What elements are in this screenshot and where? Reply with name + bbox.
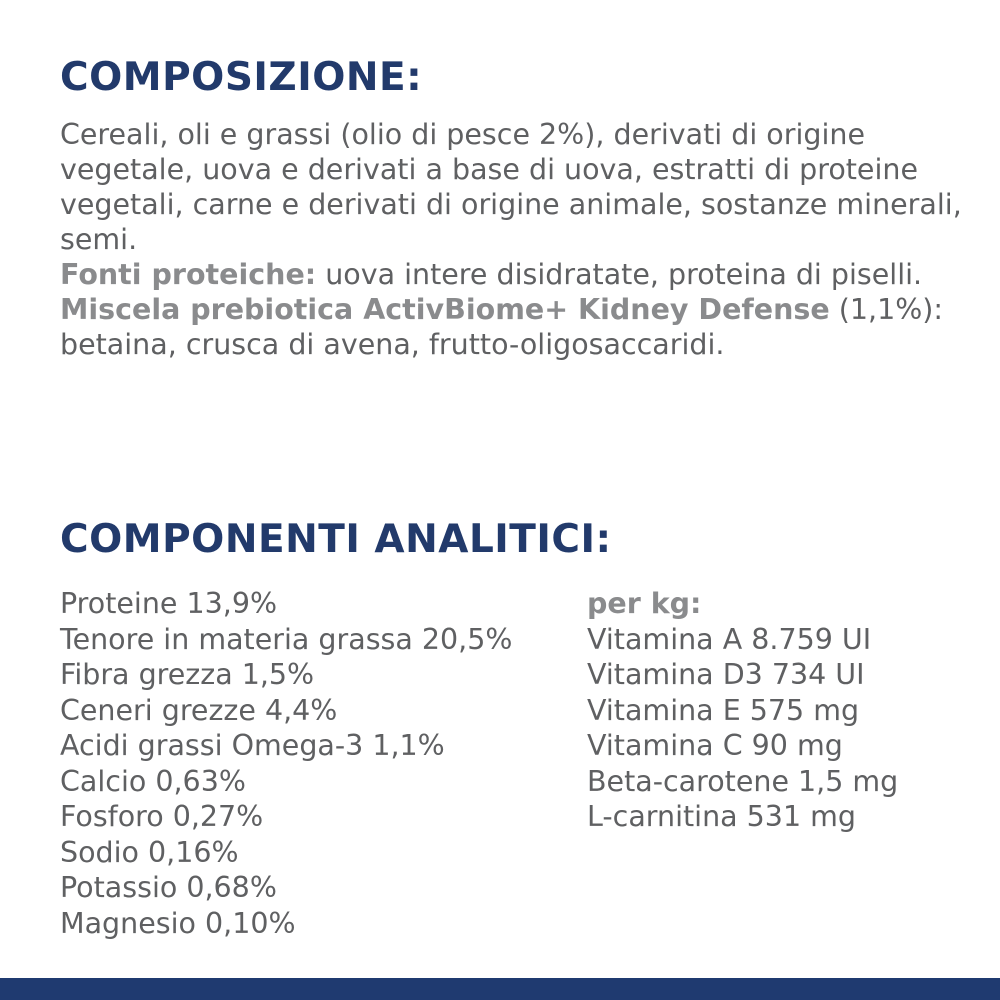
- composition-heading: COMPOSIZIONE:: [60, 55, 423, 100]
- analytical-constituents-list: [60, 586, 512, 941]
- per-kg-item: Vitamina D3 734 UI: [587, 658, 865, 691]
- constituent-item: Calcio 0,63%: [60, 764, 246, 798]
- per-kg-item: Beta-carotene 1,5 mg: [587, 764, 899, 798]
- per-kg-label: per kg:: [587, 587, 702, 620]
- prebiotic-paragraph: [60, 292, 980, 362]
- constituent-item: Fosforo 0,27%: [60, 800, 264, 833]
- constituent-item: Ceneri grezze 4,4%: [60, 693, 338, 727]
- constituent-item: Magnesio 0,10%: [60, 906, 296, 940]
- per-kg-item: Vitamina A 8.759 UI: [587, 622, 872, 656]
- constituent-item: Tenore in materia grassa 20,5%: [60, 622, 513, 656]
- analytics-heading: COMPONENTI ANALITICI:: [60, 517, 612, 562]
- prebiotic-text: (1,1%): betaina, crusca di avena, frutto-oligosaccaridi.: [60, 293, 944, 361]
- protein-sources-text: uova intere disidratate, proteina di piselli.: [316, 258, 923, 291]
- prebiotic-label: Miscela prebiotica ActivBiome+ Kidney Defense: [60, 293, 830, 326]
- constituent-item: Proteine 13,9%: [60, 587, 278, 620]
- per-kg-item: L-carnitina 531 mg: [587, 800, 856, 833]
- per-kg-item: Vitamina E 575 mg: [587, 693, 860, 727]
- constituent-item: Fibra grezza 1,5%: [60, 658, 315, 691]
- constituent-item: Sodio 0,16%: [60, 835, 239, 869]
- bottom-accent-bar: [0, 978, 1000, 1000]
- protein-sources-paragraph: [60, 257, 980, 292]
- composition-text: [60, 117, 980, 362]
- per-kg-list: [587, 586, 898, 835]
- constituent-item: Acidi grassi Omega-3 1,1%: [60, 729, 445, 762]
- constituent-item: Potassio 0,68%: [60, 871, 277, 904]
- per-kg-item: Vitamina C 90 mg: [587, 729, 843, 762]
- protein-sources-label: Fonti proteiche:: [60, 258, 317, 291]
- ingredients-paragraph: Cereali, oli e grassi (olio di pesce 2%), derivati di origine vegetale, uova e derivati a base di uova, estratti di proteine vegetali, carne e derivati di origine animale, sostanze minerali, semi.: [60, 118, 962, 256]
